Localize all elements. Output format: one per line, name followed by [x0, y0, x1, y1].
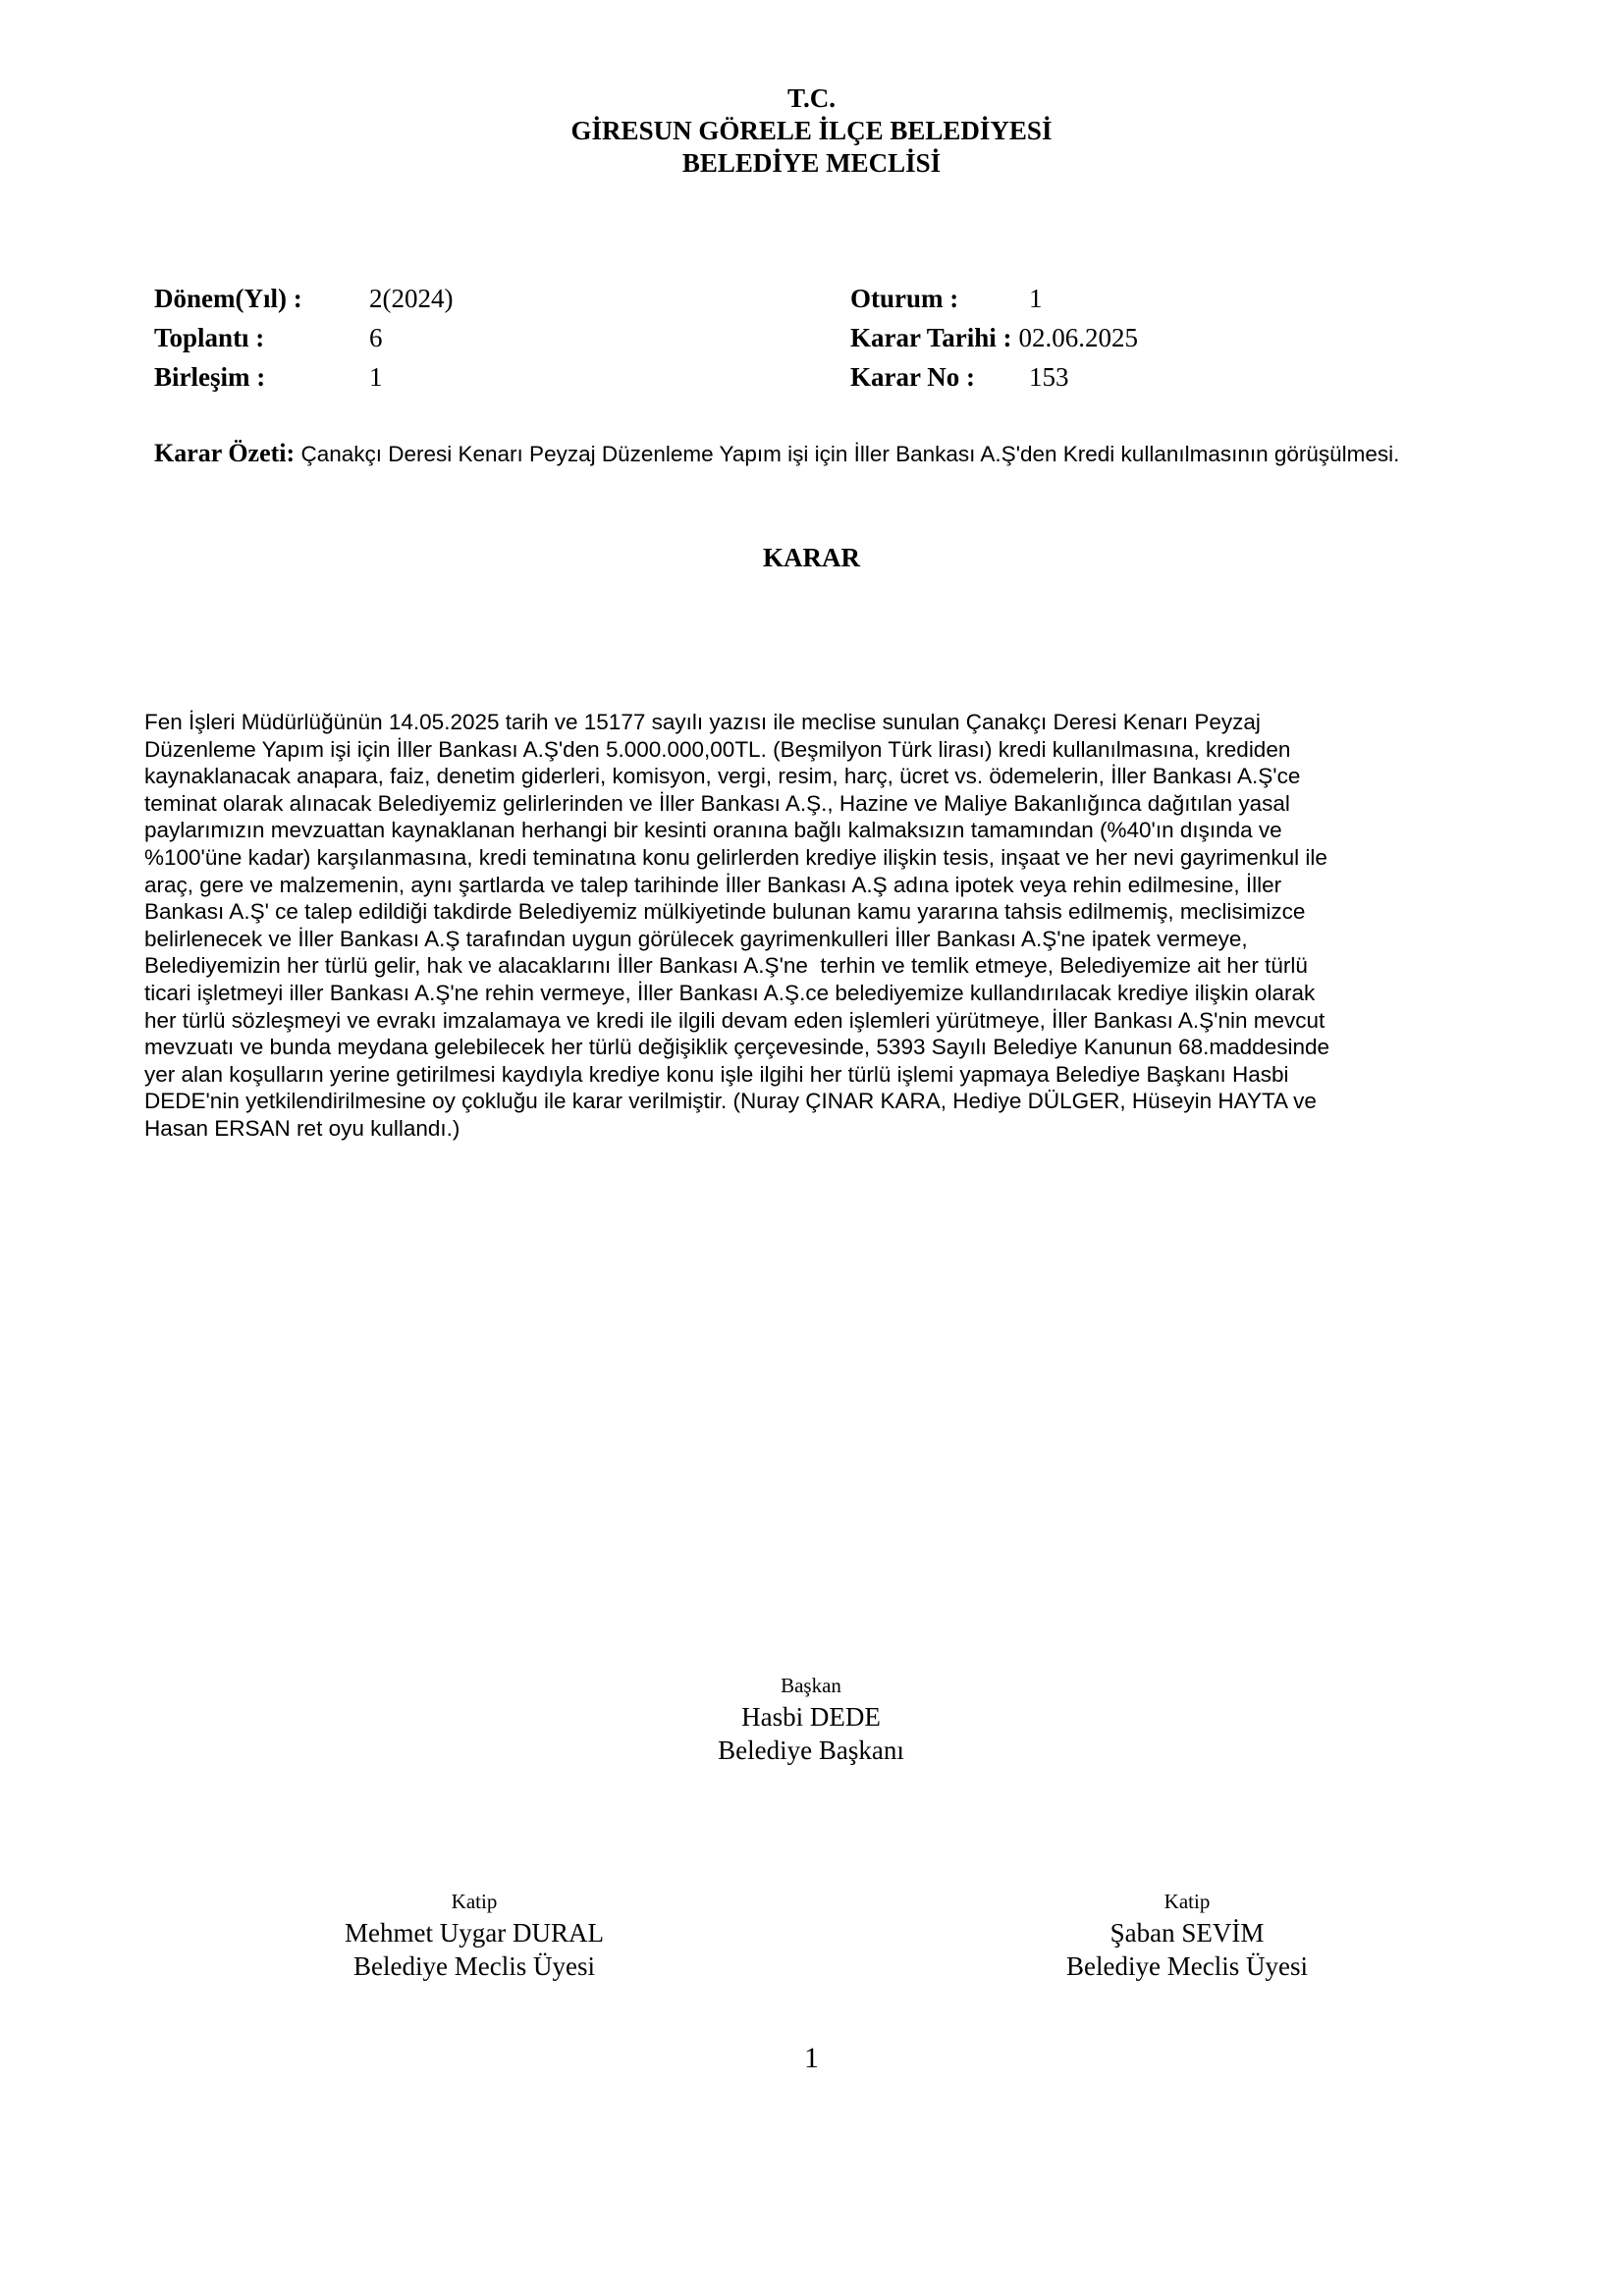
meta-value: 1: [1029, 284, 1043, 313]
signature-clerk-1: [278, 1887, 671, 1983]
meta-value: 02.06.2025: [1018, 323, 1139, 352]
signature-title: Belediye Meclis Üyesi: [353, 1951, 595, 1981]
body-line: kaynaklanacak anapara, faiz, denetim giderleri, komisyon, vergi, resim, harç, ücret vs. ödemelerin, İller Bankası A.Ş'ce: [144, 764, 1301, 789]
body-line: Hasan ERSAN ret oyu kullandı.): [144, 1115, 460, 1141]
meta-label: Birleşim :: [154, 362, 266, 392]
meta-row-karar-no: [850, 357, 1138, 397]
signature-role: Başkan: [781, 1674, 841, 1697]
header-line-municipality: GİRESUN GÖRELE İLÇE BELEDİYESİ: [570, 116, 1053, 145]
signature-name: Şaban SEVİM: [1109, 1918, 1265, 1948]
body-line: paylarımızın mevzuattan kaynaklanan herhangi bir kesinti oranına bağlı kalmaksızın tamamından (%40'ın dışında ve: [144, 818, 1282, 843]
meta-value: 2(2024): [369, 284, 454, 313]
signature-role: Katip: [451, 1890, 498, 1913]
meta-label: Karar No :: [850, 362, 975, 392]
body-line: araç, gere ve malzemenin, aynı şartlarda ve talep tarihinde İller Bankası A.Ş adına ipotek veya rehin edilmesine, İller: [144, 872, 1282, 897]
body-line: Düzenleme Yapım işi için İller Bankası A.Ş'den 5.000.000,00TL. (Beşmilyon Türk lirası) kredi kullanılmasına, krediden: [144, 736, 1291, 762]
signature-mayor: [615, 1671, 1007, 1767]
signature-name: Hasbi DEDE: [741, 1702, 881, 1732]
header-line-council: BELEDİYE MECLİSİ: [681, 148, 942, 178]
signature-title: Belediye Başkanı: [718, 1735, 904, 1765]
meta-row-oturum: [850, 279, 1138, 318]
meta-row-toplanti: [154, 318, 453, 357]
signature-title: Belediye Meclis Üyesi: [1066, 1951, 1308, 1981]
meta-value: 6: [369, 323, 383, 352]
body-line: belirlenecek ve İller Bankası A.Ş tarafından uygun görülecek gayrimenkulleri İller Bankası A.Ş'ne ipatek vermeye,: [144, 926, 1248, 951]
body-line: her türlü sözleşmeyi ve evrakı imzalamaya ve kredi ile ilgili devam eden işlemleri yürütmeye, İller Bankası A.Ş'nin mevcut: [144, 1007, 1325, 1033]
body-line: %100'üne kadar) karşılanmasına, kredi teminatına konu gelirlerden krediye ilişkin tesis, inşaat ve her nevi gayrimenkul ile: [144, 844, 1327, 870]
meta-right-block: [850, 279, 1138, 397]
header-line-tc: T.C.: [786, 83, 836, 113]
body-line: ticari işletmeyi iller Bankası A.Ş'ne rehin vermeye, İller Bankası A.Ş.ce belediyemize kullandırılacak krediye ilişkin olarak: [144, 980, 1316, 1005]
decision-title: KARAR: [763, 543, 860, 572]
meta-label: Oturum :: [850, 284, 959, 313]
summary-text: Çanakçı Deresi Kenarı Peyzaj Düzenleme Yapım işi için İller Bankası A.Ş'den Kredi kullanılmasının görüşülmesi.: [300, 442, 1400, 466]
page-number: 1: [804, 2042, 819, 2074]
meta-label: Toplantı :: [154, 323, 265, 352]
body-line: Belediyemizin her türlü gelir, hak ve alacaklarını İller Bankası A.Ş'ne terhin ve temlik etmeye, Belediyemize ait her türlü: [144, 953, 1308, 979]
meta-left-block: [154, 279, 453, 397]
meta-value: 153: [1029, 362, 1069, 392]
signature-role: Katip: [1163, 1890, 1211, 1913]
decision-body: [144, 709, 1529, 1143]
body-line: yer alan koşulların yerine getirilmesi kaydıyla krediye konu işle ilgihi her türlü işlemi yapmaya Belediye Başkanı Hasbi: [144, 1061, 1289, 1087]
decision-summary: [154, 440, 1431, 468]
meta-row-karar-tarihi: [850, 318, 1138, 357]
body-line: teminat olarak alınacak Belediyemiz gelirlerinden ve İller Bankası A.Ş., Hazine ve Maliye Bakanlığınca dağıtılan yasal: [144, 790, 1290, 816]
meta-label: Karar Tarihi :: [850, 323, 1012, 352]
signature-clerk-2: [991, 1887, 1383, 1983]
body-line: DEDE'nin yetkilendirilmesine oy çokluğu ile karar verilmiştir. (Nuray ÇINAR KARA, Hediye DÜLGER, Hüseyin HAYTA ve: [144, 1089, 1317, 1114]
body-line: Fen İşleri Müdürlüğünün 14.05.2025 tarih ve 15177 sayılı yazısı ile meclise sunulan Çanakçı Deresi Kenarı Peyzaj: [144, 710, 1261, 734]
summary-label: Karar Özeti:: [154, 439, 296, 467]
meta-row-birlesim: [154, 357, 453, 397]
body-line: Bankası A.Ş' ce talep edildiği takdirde Belediyemiz mülkiyetinde bulunan kamu yararına tahsis edilmemiş, meclisimizce: [144, 899, 1306, 925]
document-header: [0, 82, 1623, 180]
meta-value: 1: [369, 362, 383, 392]
body-line: mevzuatı ve bunda meydana gelebilecek her türlü değişiklik çerçevesinde, 5393 Sayılı Belediye Kanunun 68.maddesinde: [144, 1035, 1330, 1060]
signature-name: Mehmet Uygar DURAL: [345, 1918, 604, 1948]
meta-row-donem: [154, 279, 453, 318]
meta-label: Dönem(Yıl) :: [154, 284, 302, 313]
